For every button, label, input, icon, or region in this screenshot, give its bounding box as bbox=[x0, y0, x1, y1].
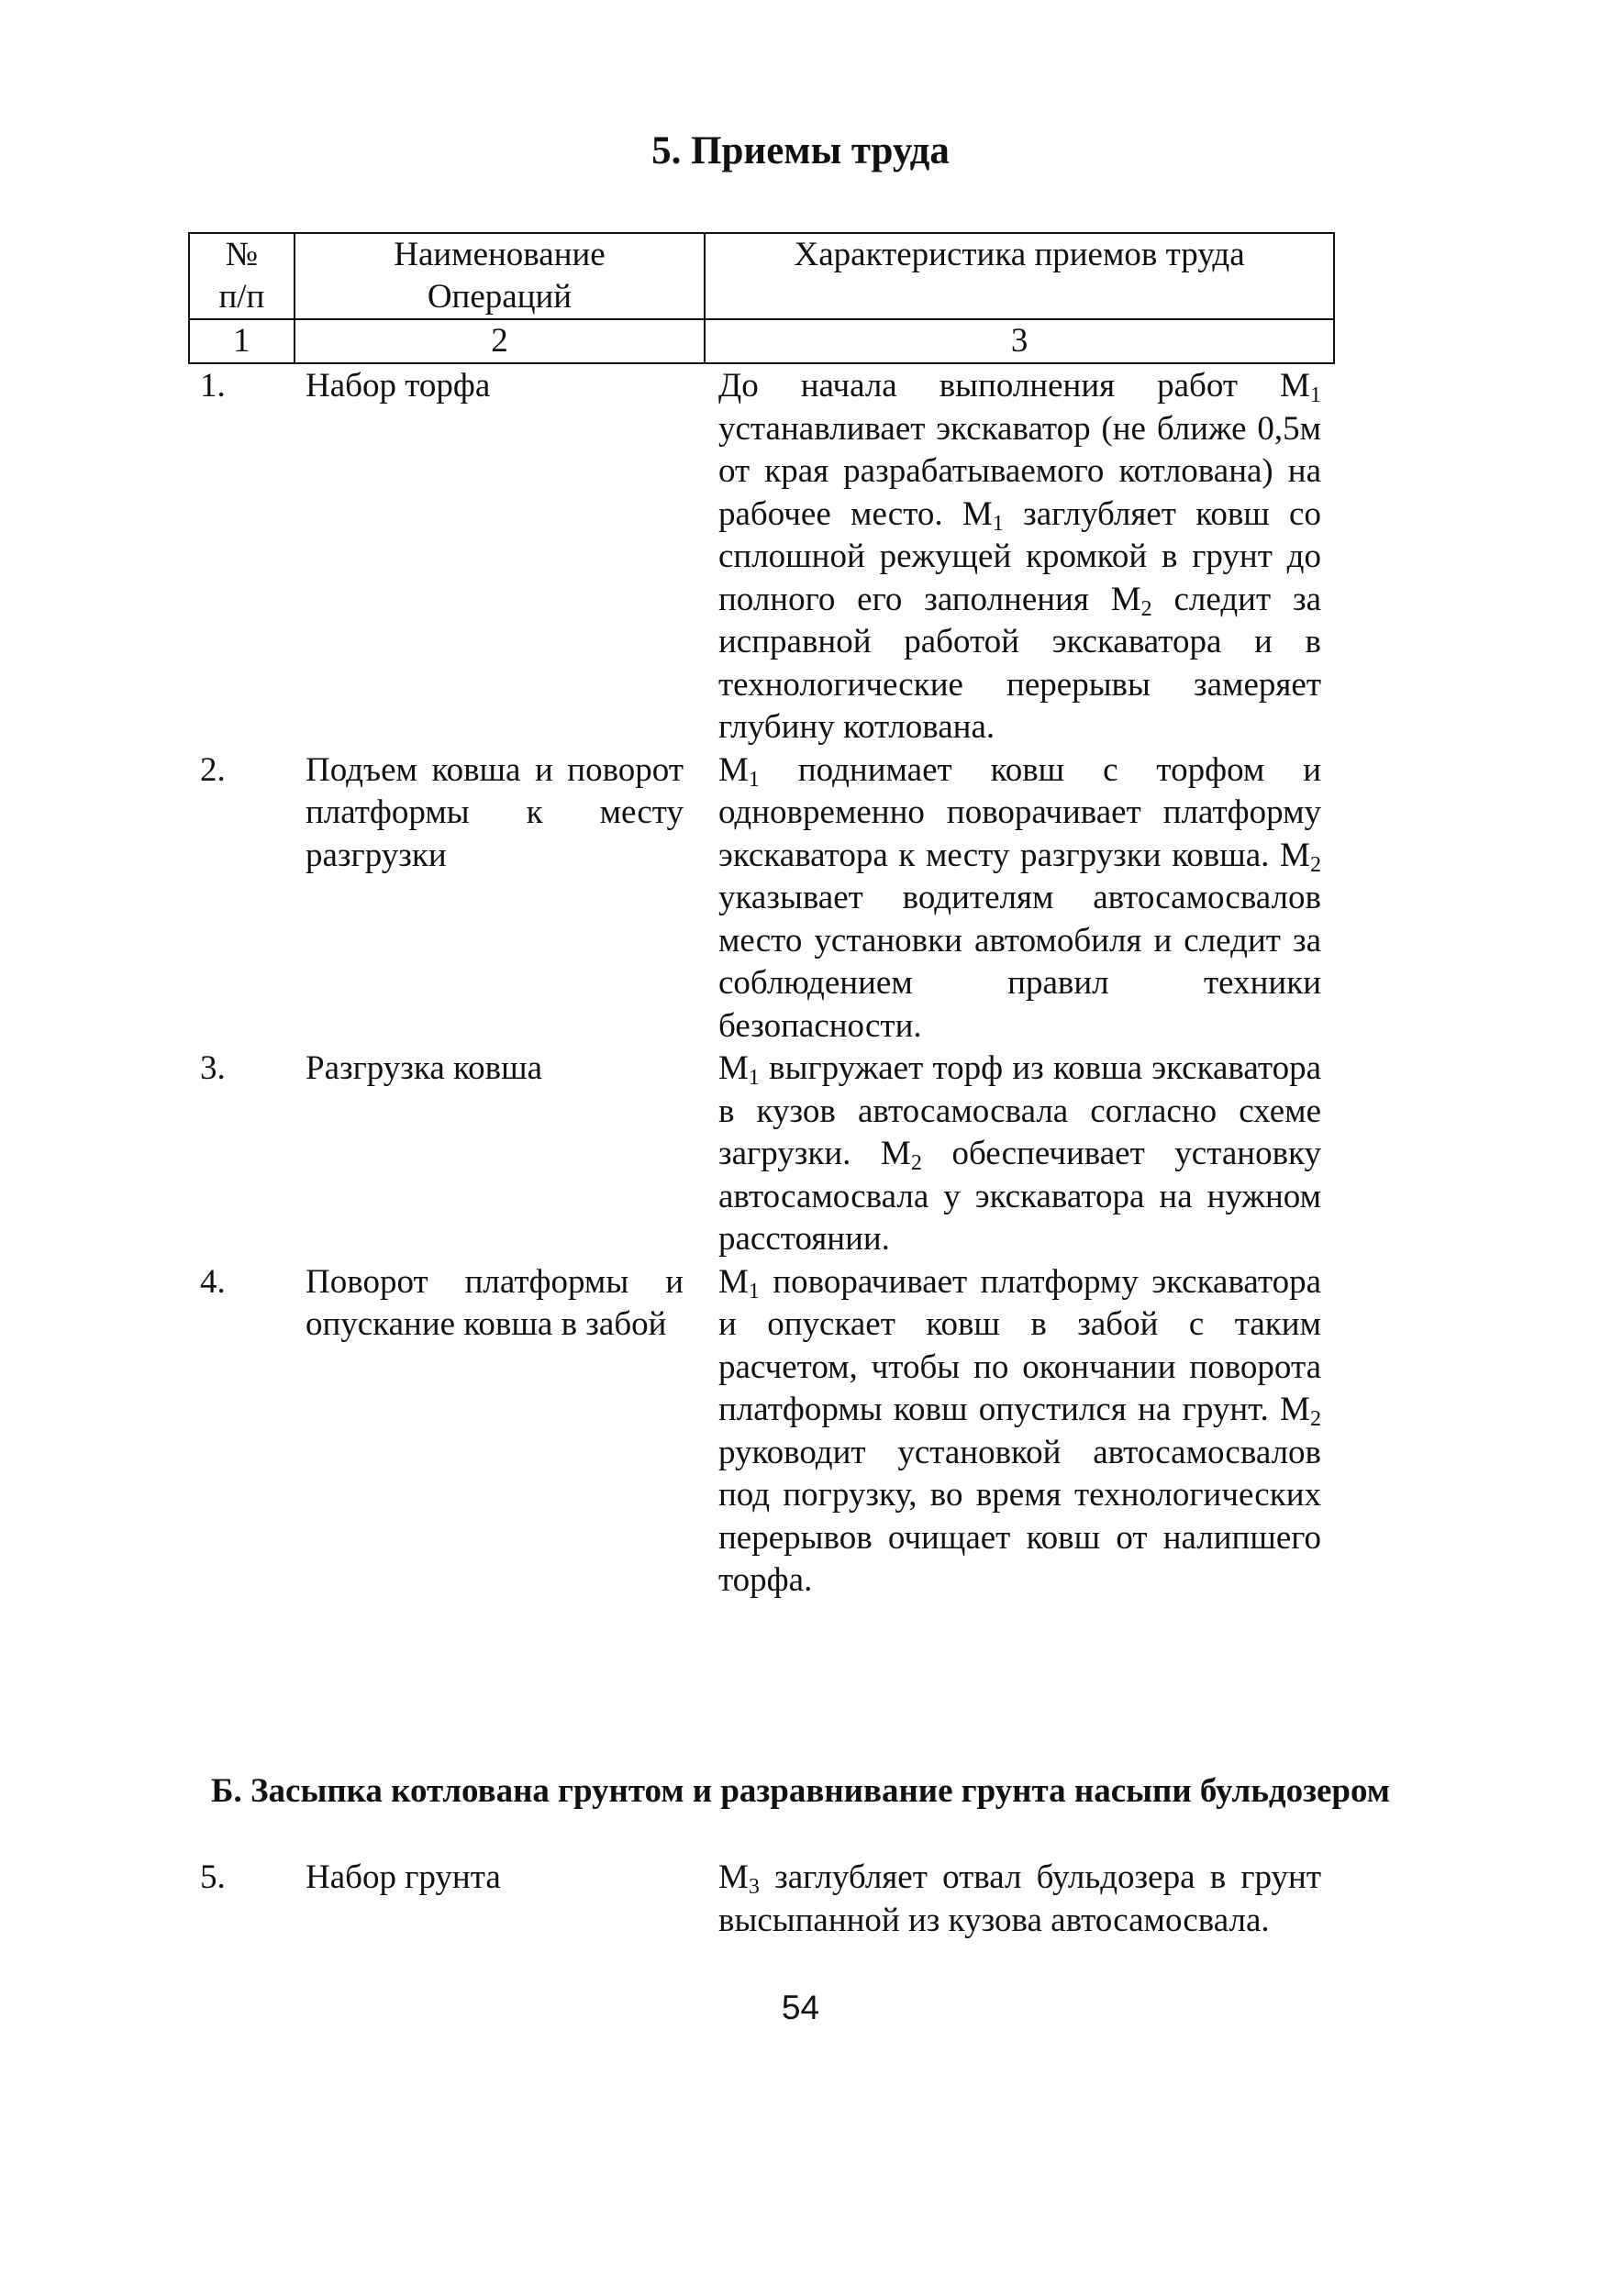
header-operation-line2: Операций bbox=[427, 278, 573, 316]
row-number: 1. bbox=[200, 367, 226, 405]
page-number: 54 bbox=[781, 1989, 820, 2026]
column-number-3: 3 bbox=[705, 319, 1334, 363]
header-num-line1: № bbox=[225, 236, 259, 273]
header-description-line1: Характеристика приемов труда bbox=[794, 236, 1245, 273]
header-description bbox=[705, 233, 1334, 319]
table-row bbox=[0, 365, 1601, 749]
table-row bbox=[0, 1857, 1601, 1942]
section-title: Б. Засыпка котлована грунтом и разравнивание грунта насыпи бульдозером bbox=[211, 1772, 1390, 1810]
table-row bbox=[0, 1048, 1601, 1261]
row-number: 4. bbox=[200, 1262, 226, 1301]
row-operation: Набор торфа bbox=[306, 367, 491, 405]
header-num bbox=[189, 233, 295, 319]
table-row bbox=[0, 749, 1601, 1048]
row-description: До начала выполнения работ $M_1$ устанавливает экскаватор (не ближе 0,5м от края разрабатываемого котлована) на рабочее место. $M_1$ заглубляет ковш со сплошной режущей кромкой в грунт до полного его заполнения $M_2$ следит за исправной работой экскаватора и в технологические перерывы замеряет глубину котлована. bbox=[718, 367, 1322, 746]
column-number-row bbox=[189, 319, 1334, 363]
table-body bbox=[0, 365, 1601, 1603]
row-description: $M_1$ выгружает торф из ковша экскаватора в кузов автосамосвала согласно схеме загрузки. $M_2$ обеспечивает установку автосамосвала у экскаватора на нужном расстоянии. bbox=[718, 1049, 1321, 1258]
row-description: $M_1$ поднимает ковш с торфом и одновременно поворачивает платформу экскаватора к месту разгрузки ковша. $M_2$ указывает водителям автосамосвалов место установки автомобиля и следит за соблюдением правил техники безопасности. bbox=[718, 750, 1321, 1045]
header-operation-line1: Наименование bbox=[394, 236, 606, 273]
header-row bbox=[189, 233, 1334, 319]
page-title: 5. Приемы труда bbox=[651, 129, 950, 172]
column-number-1: 1 bbox=[189, 319, 295, 363]
column-number-2: 2 bbox=[295, 319, 705, 363]
row-operation: Набор грунта bbox=[306, 1858, 501, 1896]
header-operation bbox=[295, 233, 705, 319]
row-operation: Поворот платформы и опускание ковша в забой bbox=[306, 1262, 684, 1343]
row-operation: Подъем ковша и поворот платформы к месту разгрузки bbox=[306, 750, 684, 874]
table-row bbox=[0, 1261, 1601, 1603]
row-operation: Разгрузка ковша bbox=[306, 1049, 542, 1087]
row-description: $M_1$ поворачивает платформу экскаватора и опускает ковш в забой с таким расчетом, чтобы по окончании поворота платформы ковш опустился на грунт. $M_2$ руководит установкой автосамосвалов под погрузку, во время технологических перерывов очищает ковш от налипшего торфа. bbox=[718, 1262, 1321, 1599]
row-number: 5. bbox=[200, 1858, 226, 1896]
row-number: 3. bbox=[200, 1049, 226, 1087]
row-number: 2. bbox=[200, 750, 226, 789]
table-header bbox=[188, 232, 1335, 364]
row-description: $M_3$ заглубляет отвал бульдозера в грунт высыпанной из кузова автосамосвала. bbox=[718, 1858, 1321, 1939]
header-num-line2: п/п bbox=[218, 278, 265, 316]
